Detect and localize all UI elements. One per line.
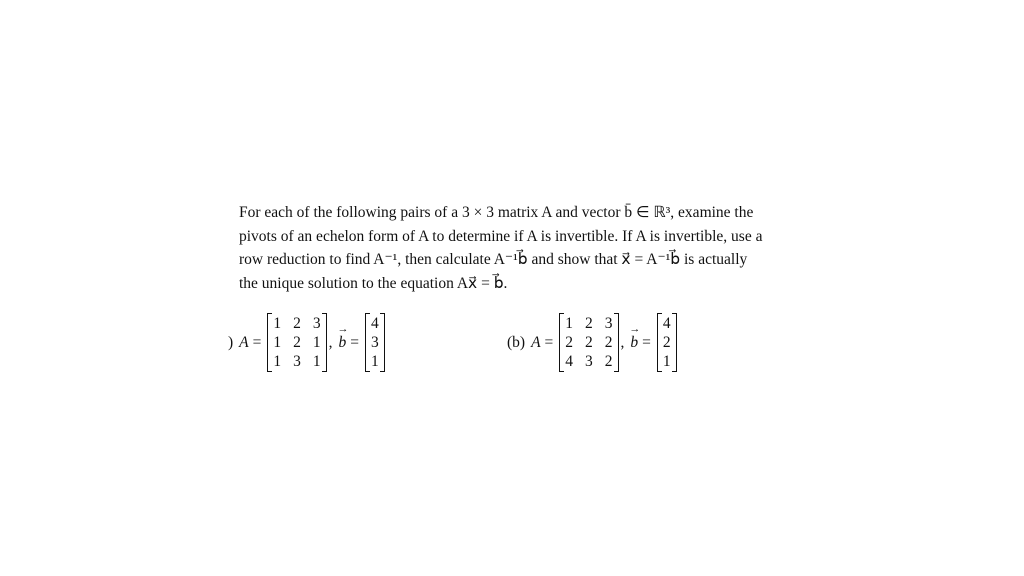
problem-b-vector [657, 313, 677, 372]
matrix-cell: 2 [604, 353, 613, 370]
vector-cell: 3 [371, 334, 379, 351]
matrix-cell: 1 [273, 353, 282, 370]
matrix-cell: 2 [604, 334, 613, 351]
matrix-cell: 3 [293, 353, 301, 370]
problem-a-matrix-name: A [239, 333, 249, 351]
matrix-cell: 2 [585, 334, 593, 351]
problem-a-vector-equals: = [350, 333, 360, 351]
matrix-cell: 2 [565, 334, 574, 351]
matrix-cell: 3 [604, 315, 613, 332]
matrix-cell: 1 [273, 315, 282, 332]
problem-a-matrix [267, 313, 326, 372]
problem-b-label: (b) [507, 333, 526, 351]
vector-cell: 1 [662, 353, 671, 370]
vector-cell: 1 [371, 353, 379, 370]
vector-cell: 2 [662, 334, 671, 351]
matrix-cell: 4 [565, 353, 574, 370]
problem-a-vector-name: → b [339, 334, 347, 352]
problem-b-comma: , [620, 333, 625, 351]
matrix-cell: 2 [293, 334, 301, 351]
problem-a-vector [365, 313, 385, 372]
statement-line-4: the unique solution to the equation Ax⃗ = b⃗. [239, 274, 508, 292]
statement-line-1: For each of the following pairs of a 3 × 3 matrix A and vector b̄ ∈ ℝ³, examine the [239, 204, 754, 221]
problem-b-matrix-name: A [531, 333, 541, 351]
problem-a-comma: , [328, 333, 333, 351]
matrix-cell: 2 [585, 315, 593, 332]
problem-a-label: ) [228, 333, 234, 351]
matrix-cell: 1 [565, 315, 574, 332]
statement-line-3: row reduction to find A⁻¹, then calculate A⁻¹b⃗ and show that x⃗ = A⁻¹b⃗ is actually [239, 251, 748, 268]
matrix-cell: 1 [273, 334, 282, 351]
problem-statement [239, 201, 799, 295]
matrix-cell: 2 [293, 315, 301, 332]
problem-b [507, 313, 679, 372]
matrix-cell: 3 [585, 353, 593, 370]
matrix-cell: 1 [312, 353, 321, 370]
matrix-cell: 3 [312, 315, 321, 332]
vector-cell: 4 [662, 315, 671, 332]
problem-b-equals: = [544, 333, 554, 351]
vector-cell: 4 [371, 315, 379, 332]
problem-a [228, 313, 387, 372]
problem-b-vector-name: → b [630, 334, 638, 352]
problem-b-vector-equals: = [642, 333, 651, 351]
problem-a-equals: = [252, 333, 262, 351]
matrix-cell: 1 [312, 334, 321, 351]
statement-line-2: pivots of an echelon form of A to determine if A is invertible. If A is invertible, use a [239, 227, 763, 245]
problem-b-matrix [559, 313, 618, 372]
